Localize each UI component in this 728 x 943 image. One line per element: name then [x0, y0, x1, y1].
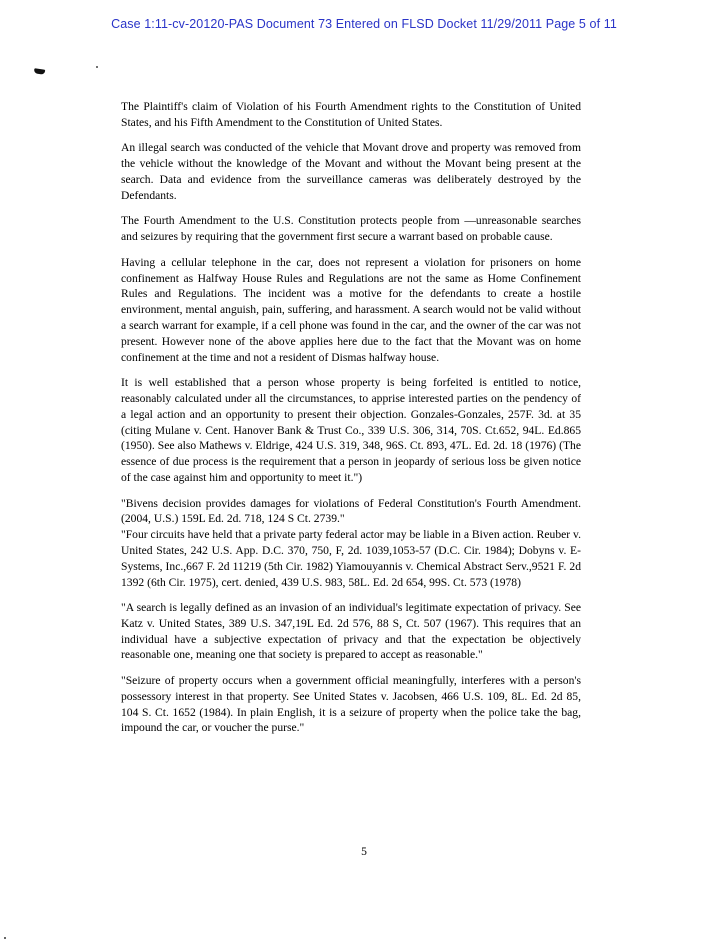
paragraph-cellular-telephone: Having a cellular telephone in the car, does not represent a violation for prisoners on home confinement as Halfway House Rules and Regulations are not the same as Home Confinement Rules and Regulations. The incident was a motive for the defendants to create a hostile environment, mental anguish, pain, suffering, and harassment. A search would not be valid without a search warrant for example, if a cell phone was found in the car, and the owner of the car was not present. However none of the above applies here due to the fact that the Movant was on home confinement at the time and not a resident of Dismas halfway house.	[121, 255, 581, 364]
paragraph-fourth-amendment: The Fourth Amendment to the U.S. Constitution protects people from —unreasonable searches and seizures by requiring that the government first secure a warrant based on probable cause.	[121, 214, 581, 244]
paragraph-forfeiture-notice: It is well established that a person whose property is being forfeited is entitled to notice, reasonably calculated under all the circumstances, to apprise interested parties on the pendency of a legal action and an opportunity to present their objection. Gonzales-Gonzales, 257F. 3d. at 35 (citing Mulane v. Cent. Hanover Bank & Trust Co., 339 U.S. 306, 314, 70S. Ct.652, 94L. Ed.865 (1950). See also Mathews v. Eldrige, 424 U.S. 319, 348, 96S. Ct. 893, 47L. Ed. 2d. 18 (1976) (The essence of due process is the requirement that a person in jeopardy of serious loss be given notice of the case against him and opportunity to meet it.")	[121, 376, 581, 484]
scan-artifact-dot-bottom	[4, 937, 6, 939]
paragraph-claim: The Plaintiff's claim of Violation of his Fourth Amendment rights to the Constitution of United States, and his Fifth Amendment to the Constitution of United States.	[121, 100, 581, 129]
paragraph-seizure-definition: "Seizure of property occurs when a government official meaningfully, interferes with a person's possessory interest in that property. See United States v. Jacobsen, 466 U.S. 109, 8L. Ed. 2d 85, 104 S. Ct. 1652 (1984). In plain English, it is a seizure of property when the police take the bag, impound the car, or voucher the purse."	[121, 674, 581, 735]
docket-header: Case 1:11-cv-20120-PAS Document 73 Entered on FLSD Docket 11/29/2011 Page 5 of 11	[111, 17, 617, 31]
paragraph-bivens-decision: "Bivens decision provides damages for violations of Federal Constitution's Fourth Amendment. (2004, U.S.) 159L Ed. 2d. 718, 124 S Ct. 2739."	[121, 496, 581, 526]
page-number: 5	[361, 845, 367, 858]
document-body	[121, 99, 581, 746]
scan-artifact-mark	[34, 68, 46, 74]
scan-artifact-dot	[96, 66, 98, 68]
paragraph-search-definition: "A search is legally defined as an invasion of an individual's legitimate expectation of privacy. See Katz v. United States, 389 U.S. 347,19L Ed. 2d 576, 88 S, Ct. 507 (1967). This requires that an individual have a subjective expectation of privacy and that the expectation be objectively reasonable one, meaning one that society is prepared to accept as reasonable."	[121, 601, 581, 662]
paragraph-four-circuits: "Four circuits have held that a private party federal actor may be liable in a Biven action. Reuber v. United States, 242 U.S. App. D.C. 370, 750, F, 2d. 1039,1053-57 (D.C. Cir. 1984); Dobyns v. E-Systems, Inc.,667 F. 2d 11219 (5th Cir. 1982) Yiamouyannis v. Chemical Abstract Serv.,9521 F. 2d 1392 (6th Cir. 1975), cert. denied, 439 U.S. 983, 58L. Ed. 2d 654, 99S. Ct. 573 (1978)	[121, 528, 581, 589]
paragraph-illegal-search: An illegal search was conducted of the vehicle that Movant drove and property was removed from the vehicle without the knowledge of the Movant and without the Movant being present at the search. Data and evidence from the surveillance cameras was deliberately destroyed by the Defendants.	[121, 141, 581, 202]
